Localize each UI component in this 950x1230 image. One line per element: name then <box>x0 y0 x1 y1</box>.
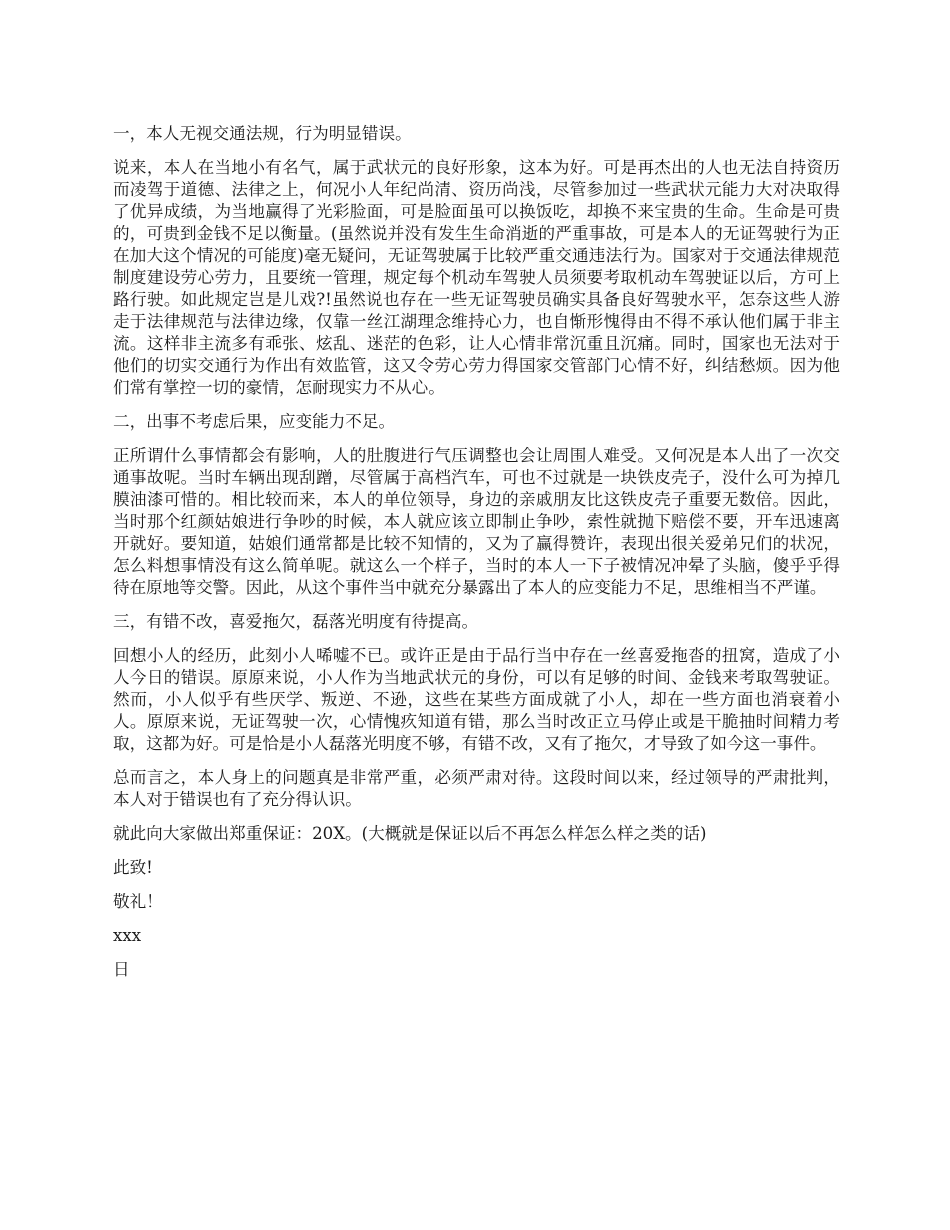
point-two-heading: 二，出事不考虑后果，应变能力不足。 <box>113 412 396 431</box>
point-one-body: 说来，本人在当地小有名气，属于武状元的良好形象，这本为好。可是再杰出的人也无法自持资历而凌驾于道德、法律之上，何况小人年纪尚清、资历尚浅，尽管参加过一些武状元能力大对决取得了优异成绩，为当地赢得了光彩脸面，可是脸面虽可以换饭吃，却换不来宝贵的生命。生命是可贵的，可贵到金钱不足以衡量。(虽然说并没有发生生命消逝的严重事故，可是本人的无证驾驶行为正在加大这个情况的可能度)毫无疑问，无证驾驶属于比较严重交通违法行为。国家对于交通法律规范制度建设劳心劳力，且要统一管理，规定每个机动车驾驶人员须要考取机动车驾驶证以后，方可上路行驶。如此规定岂是儿戏?!虽然说也存在一些无证驾驶员确实具备良好驾驶水平，怎奈这些人游走于法律规范与法律边缘，仅靠一丝江湖理念维持心力，也自惭形愧得由不得不承认他们属于非主流。这样非主流多有乖张、炫乱、迷茫的色彩，让人心情非常沉重且沉痛。同时，国家也无法对于他们的切实交通行为作出有效监管，这又令劳心劳力得国家交管部门心情不好，纠结愁烦。因为他们常有掌控一切的豪情，怎耐现实力不从心。 <box>113 158 840 397</box>
point-two-body: 正所谓什么事情都会有影响，人的肚腹进行气压调整也会让周围人难受。又何况是本人出了一次交通事故呢。当时车辆出现刮蹭，尽管属于高档汽车，可也不过就是一块铁皮壳子，没什么可为掉几膜油漆可惜的。相比较而来，本人的单位领导，身边的亲戚朋友比这铁皮壳子重要无数倍。因此，当时那个红颜姑娘进行争吵的时候，本人就应该立即制止争吵，索性就抛下赔偿不要，开车迅速离开就好。要知道，姑娘们通常都是比较不知情的，又为了赢得赞许，表现出很关爱弟兄们的状况，怎么料想事情没有这么简单呢。就这么一个样子，当时的本人一下子被情况冲晕了头脑，傻乎乎得待在原地等交警。因此，从这个事件当中就充分暴露出了本人的应变能力不足，思维相当不严谨。 <box>113 446 840 597</box>
point-three-body: 回想小人的经历，此刻小人唏嘘不已。或许正是由于品行当中存在一丝喜爱拖沓的扭窝，造成了小人今日的错误。原原来说，小人作为当地武状元的身份，可以有足够的时间、金钱来考取驾驶证。然而，小人似乎有些厌学、叛逆、不逊，这些在某些方面成就了小人，却在一些方面也消衰着小人。原原来说，无证驾驶一次，心情愧疚知道有错，那么当时改正立马停止或是干脆抽时间精力考取，这都为好。可是恰是小人磊落光明度不够，有错不改，又有了拖欠，才导致了如今这一事件。 <box>113 646 840 753</box>
document-body <box>113 123 840 993</box>
signature-date: 日 <box>113 960 130 979</box>
signature-name: xxx <box>113 926 142 945</box>
summary-paragraph: 总而言之，本人身上的问题真是非常严重，必须严肃对待。这段时间以来，经过领导的严肃批判，本人对于错误也有了充分得认识。 <box>113 768 840 809</box>
point-one-heading: 一，本人无视交通法规，行为明显错误。 <box>113 124 412 143</box>
point-three-heading: 三，有错不改，喜爱拖欠，磊落光明度有待提高。 <box>113 612 479 631</box>
closing-salutation: 此致! <box>113 858 153 877</box>
guarantee-paragraph: 就此向大家做出郑重保证：20X。(大概就是保证以后不再怎么样怎么样之类的话) <box>113 824 707 843</box>
closing-regards: 敬礼！ <box>113 892 163 911</box>
